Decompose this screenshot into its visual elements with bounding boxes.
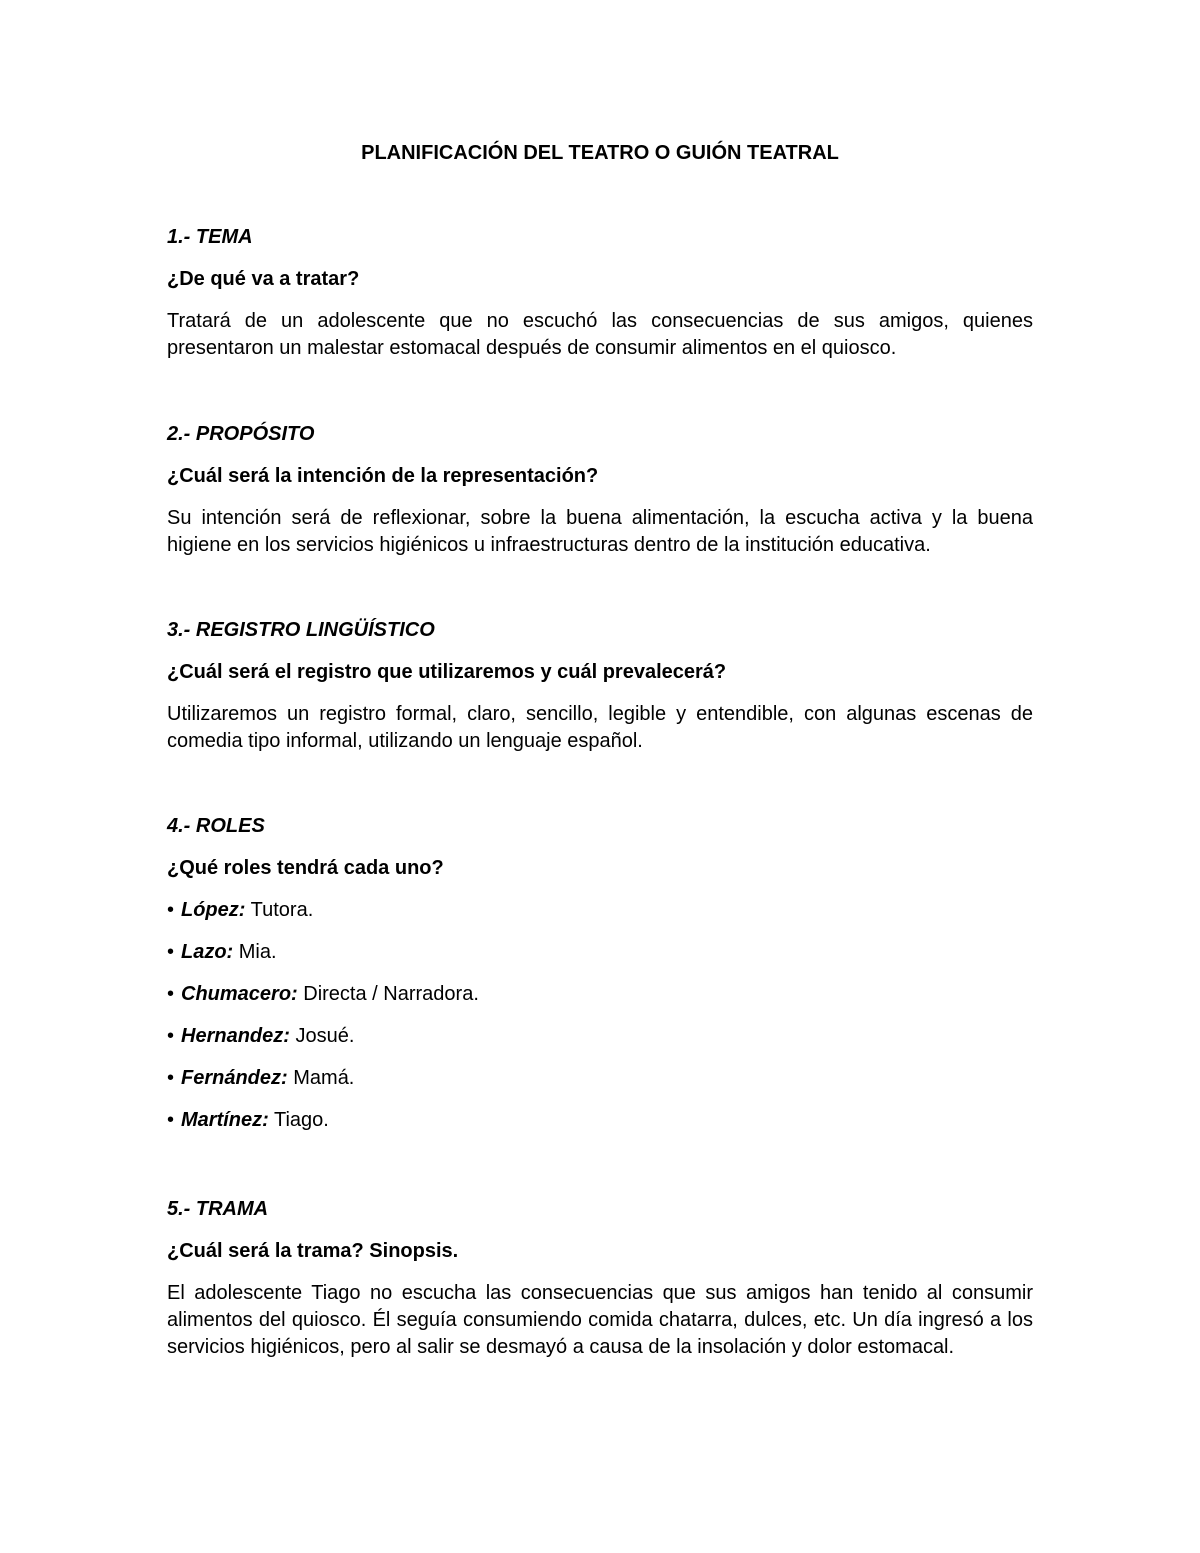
- section-body: Tratará de un adolescente que no escuchó las consecuencias de sus amigos, quienes presentaron un malestar estomacal después de consumir alimentos en el quiosco.: [167, 310, 1033, 359]
- section-heading: 4.- ROLES: [167, 815, 265, 837]
- bullet-icon: •: [167, 1109, 175, 1131]
- list-item: [167, 897, 1033, 923]
- section-trama: [167, 1196, 1033, 1361]
- section-heading: 3.- REGISTRO LINGÜÍSTICO: [167, 619, 435, 641]
- section-body: El adolescente Tiago no escucha las consecuencias que sus amigos han tenido al consumir alimentos del quiosco. Él seguía consumiendo comida chatarra, dulces, etc. Un día ingresó a los servicios higiénicos, pero al salir se desmayó a causa de la insolación y dolor estomacal.: [167, 1282, 1033, 1358]
- role-person-name: Hernandez:: [181, 1025, 290, 1047]
- role-character: Mamá.: [287, 1067, 355, 1089]
- section-proposito: [167, 421, 1033, 559]
- section-tema: [167, 224, 1033, 362]
- section-body: Utilizaremos un registro formal, claro, sencillo, legible y entendible, con algunas escenas de comedia tipo informal, utilizando un lenguaje español.: [167, 703, 1033, 752]
- bullet-icon: •: [167, 1025, 175, 1047]
- role-person-name: López:: [181, 899, 246, 921]
- section-question: ¿Cuál será la intención de la representación?: [167, 465, 599, 487]
- section-question: ¿Cuál será el registro que utilizaremos y cuál prevalecerá?: [167, 661, 727, 683]
- bullet-icon: •: [167, 899, 175, 921]
- bullet-icon: •: [167, 1067, 175, 1089]
- section-registro-linguistico: [167, 617, 1033, 755]
- role-character: Josué.: [289, 1025, 355, 1047]
- section-heading: 1.- TEMA: [167, 226, 253, 248]
- section-roles: [167, 813, 1033, 1133]
- list-item: [167, 939, 1033, 965]
- section-heading: 2.- PROPÓSITO: [167, 423, 315, 445]
- role-person-name: Martínez:: [181, 1109, 269, 1131]
- role-character: Tiago.: [268, 1109, 329, 1131]
- document-title: PLANIFICACIÓN DEL TEATRO O GUIÓN TEATRAL: [361, 142, 839, 164]
- role-person-name: Chumacero:: [181, 983, 298, 1005]
- roles-list: [167, 897, 1033, 1133]
- list-item: [167, 1107, 1033, 1133]
- list-item: [167, 1023, 1033, 1049]
- section-question: ¿De qué va a tratar?: [167, 268, 360, 290]
- list-item: [167, 1065, 1033, 1091]
- role-character: Mia.: [233, 941, 277, 963]
- role-character: Directa / Narradora.: [297, 983, 479, 1005]
- role-person-name: Lazo:: [181, 941, 234, 963]
- bullet-icon: •: [167, 941, 175, 963]
- section-heading: 5.- TRAMA: [167, 1198, 269, 1220]
- section-body: Su intención será de reflexionar, sobre la buena alimentación, la escucha activa y la buena higiene en los servicios higiénicos u infraestructuras dentro de la institución educativa.: [167, 507, 1033, 556]
- list-item: [167, 981, 1033, 1007]
- role-character: Tutora.: [245, 899, 314, 921]
- section-question: ¿Cuál será la trama? Sinopsis.: [167, 1240, 459, 1262]
- section-question: ¿Qué roles tendrá cada uno?: [167, 857, 444, 879]
- role-person-name: Fernández:: [181, 1067, 288, 1089]
- bullet-icon: •: [167, 983, 175, 1005]
